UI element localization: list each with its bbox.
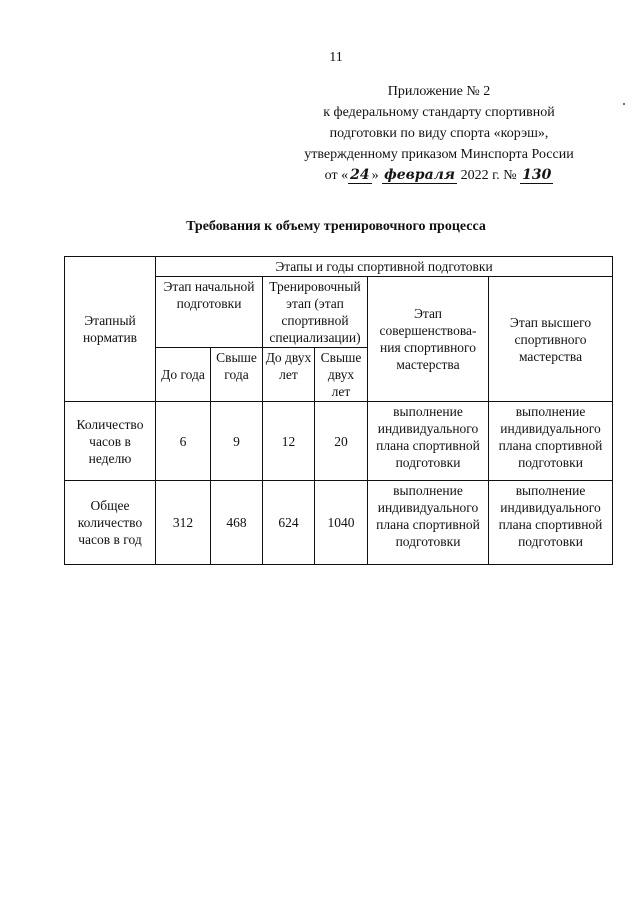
row-label: Количество часов в неделю [65, 402, 156, 481]
date-year: 2022 г. № [460, 168, 517, 183]
cell-improvement: выполнение индивидуального плана спортивной подготовки [368, 402, 489, 481]
annex-line-2: к федеральному стандарту спортивной [323, 105, 555, 120]
table-row [65, 402, 613, 481]
header-up-to-year: До года [156, 348, 211, 402]
date-prefix: от « [324, 168, 349, 183]
header-over-year: Свыше года [211, 348, 263, 402]
cell-up-to-two-years: 624 [263, 481, 315, 565]
cell-over-two-years: 20 [315, 402, 368, 481]
cell-over-year: 468 [211, 481, 263, 565]
header-norm: Этапный норматив [65, 257, 156, 402]
cell-higher: выполнение индивидуального плана спортивной подготовки [489, 402, 613, 481]
header-stage-training: Тренировочный этап (этап спортивной специализации) [263, 277, 368, 348]
header-stage-higher: Этап высшего спортивного мастерства [489, 277, 613, 402]
annex-line-4: утвержденному приказом Минспорта России [304, 147, 574, 162]
annex-header [294, 81, 584, 186]
table-row [65, 481, 613, 565]
date-mid: » [371, 168, 379, 183]
date-day-handwritten: 24 [350, 167, 370, 183]
cell-up-to-two-years: 12 [263, 402, 315, 481]
cell-over-two-years: 1040 [315, 481, 368, 565]
date-month-handwritten: февраля [384, 167, 456, 183]
cell-up-to-year: 6 [156, 402, 211, 481]
header-up-to-two-years: До двух лет [263, 348, 315, 402]
header-stage-improvement: Этап совершенствова-ния спортивного мастерства [368, 277, 489, 402]
requirements-table [64, 256, 613, 565]
order-number-handwritten: 130 [522, 167, 552, 183]
cell-up-to-year: 312 [156, 481, 211, 565]
scan-speck [623, 103, 625, 105]
page-number: 11 [329, 50, 343, 65]
table-header-row-1 [65, 257, 613, 277]
document-title: Требования к объему тренировочного процесса [186, 219, 486, 234]
header-stage-initial: Этап начальной подготовки [156, 277, 263, 348]
cell-over-year: 9 [211, 402, 263, 481]
row-label: Общее количество часов в год [65, 481, 156, 565]
cell-higher: выполнение индивидуального плана спортивной подготовки [489, 481, 613, 565]
header-stages: Этапы и годы спортивной подготовки [156, 257, 613, 277]
annex-date-line [294, 165, 584, 186]
annex-line-3: подготовки по виду спорта «корэш», [329, 126, 549, 141]
cell-improvement: выполнение индивидуального плана спортивной подготовки [368, 481, 489, 565]
annex-line-1: Приложение № 2 [387, 84, 491, 99]
header-over-two-years: Свыше двух лет [315, 348, 368, 402]
